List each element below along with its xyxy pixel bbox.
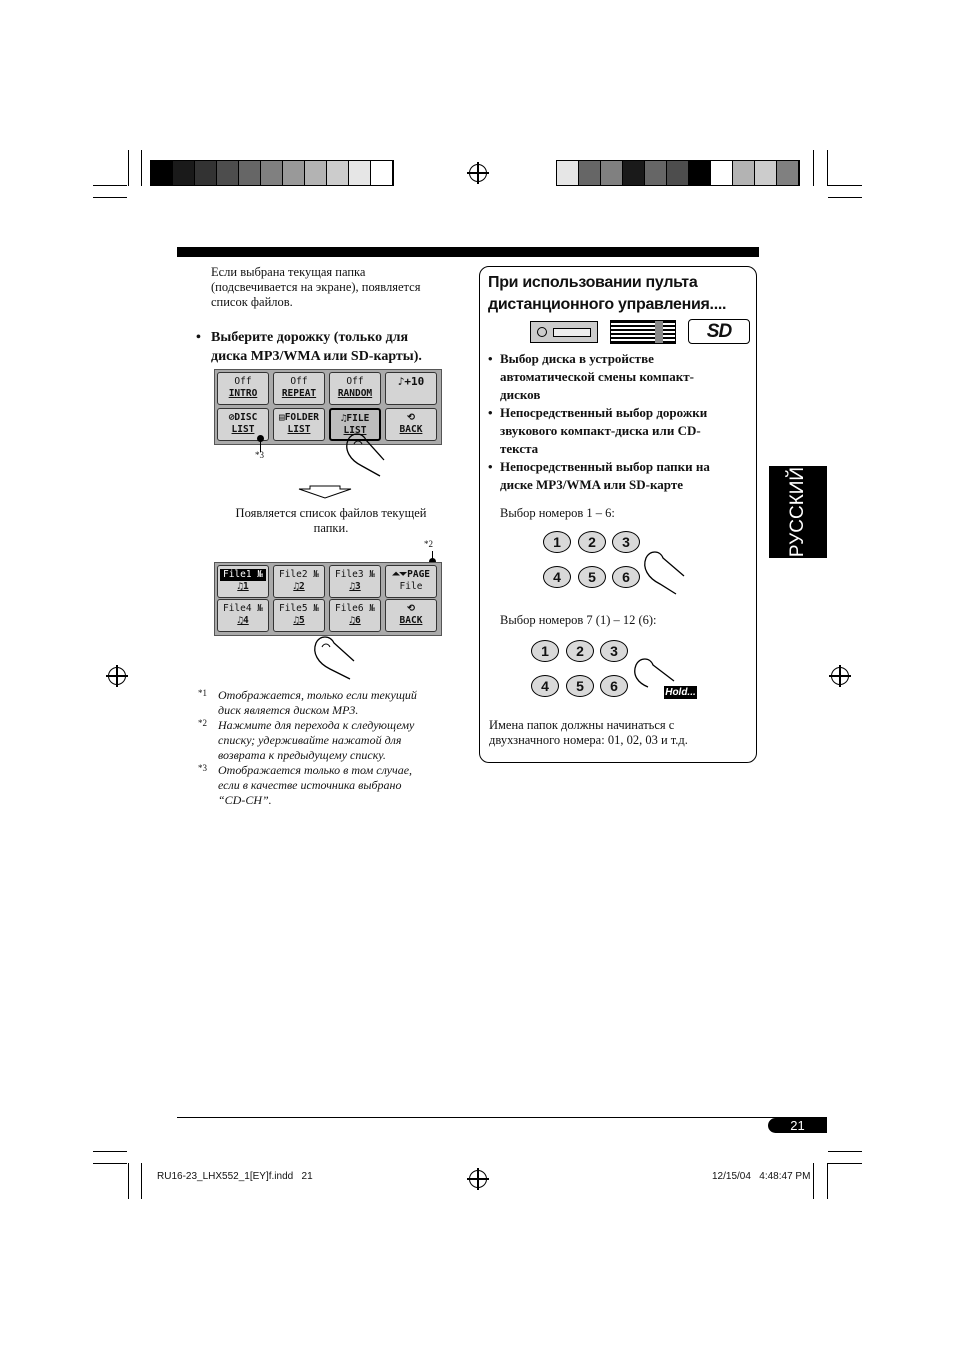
select-1-6-label: Выбор номеров 1 – 6: (500, 506, 615, 520)
footer-rule (177, 1117, 827, 1118)
footnote-1: *1 Отображается, только если текущий диск является диском MP3. (198, 688, 417, 717)
folder-naming-note: Имена папок должны начинаться с двухзначного номера: 01, 02, 03 и т.д. (489, 718, 688, 747)
file5-button[interactable]: File5 № ♫5 (273, 599, 325, 632)
color-swatch (261, 161, 283, 185)
color-swatch (667, 161, 689, 185)
registration-mark-icon (469, 164, 487, 182)
finger-pointer-icon (308, 633, 368, 688)
color-calibration-bar-left (150, 160, 394, 186)
color-swatch (601, 161, 623, 185)
header-rule (177, 247, 759, 257)
plus10-button[interactable]: ♪+10 (385, 372, 437, 405)
color-swatch (239, 161, 261, 185)
remote-bullets (488, 350, 750, 494)
color-swatch (371, 161, 393, 185)
sd-card-icon: SD (688, 319, 750, 344)
key-2[interactable]: 2 (578, 531, 606, 553)
page-file-button[interactable]: ⏶⏷PAGE File (385, 565, 437, 598)
color-swatch (217, 161, 239, 185)
color-swatch (579, 161, 601, 185)
key-1[interactable]: 1 (543, 531, 571, 553)
folder-list-button[interactable]: ▤FOLDER LIST (273, 408, 325, 441)
file-list-button[interactable]: ♫FILE LIST (329, 408, 381, 441)
color-swatch (689, 161, 711, 185)
key-3[interactable]: 3 (600, 640, 628, 662)
remote-box-title: При использовании пульта дистанционного управления.... (488, 274, 727, 313)
color-swatch (305, 161, 327, 185)
footnote-marker-3: *3 (255, 450, 264, 460)
color-swatch (557, 161, 579, 185)
color-swatch (195, 161, 217, 185)
bullet-icon: • (488, 459, 493, 474)
registration-mark-icon (469, 1170, 487, 1188)
disc-list-button[interactable]: ⊘DISC LIST (217, 408, 269, 441)
key-4[interactable]: 4 (543, 566, 571, 588)
print-file-info: RU16-23_LHX552_1[EY]f.indd 21 (157, 1171, 313, 1182)
footnote-2: *2 Нажмите для перехода к следующему списку; удерживайте нажатой для возврата к предыдущему списку. (198, 718, 415, 762)
color-swatch (711, 161, 733, 185)
key-2[interactable]: 2 (566, 640, 594, 662)
cd-changer-icon (530, 321, 598, 343)
bullet-select-track: • Выберите дорожку (только для диска MP3/WMA или SD-карты). (196, 330, 422, 364)
marker-dot-icon (257, 435, 264, 442)
file4-button[interactable]: File4 № ♫4 (217, 599, 269, 632)
color-swatch (151, 161, 173, 185)
key-6[interactable]: 6 (600, 675, 628, 697)
language-side-tab: РУССКИЙ (769, 466, 827, 558)
bullet-icon: • (488, 351, 493, 366)
repeat-button[interactable]: Off REPEAT (273, 372, 325, 405)
key-5[interactable]: 5 (578, 566, 606, 588)
bullet-icon: • (196, 330, 201, 345)
color-swatch (645, 161, 667, 185)
color-swatch (733, 161, 755, 185)
bullet-folder-select: • Непосредственный выбор папки на диске MP3/WMA или SD-карте (488, 459, 710, 492)
footnote-marker-2: *2 (424, 539, 433, 549)
down-arrow-icon (298, 485, 352, 499)
key-6[interactable]: 6 (612, 566, 640, 588)
file2-button[interactable]: File2 № ♫2 (273, 565, 325, 598)
finger-pointer-icon (640, 548, 690, 598)
registration-mark-icon (831, 667, 849, 685)
footnotes (198, 688, 458, 808)
color-swatch (777, 161, 799, 185)
key-4[interactable]: 4 (531, 675, 559, 697)
cd-text-icon (610, 320, 676, 344)
bullet-disc-select: • Выбор диска в устройстве автоматической смены компакт- дисков (488, 351, 694, 402)
color-swatch (349, 161, 371, 185)
footnote-3: *3 Отображается только в том случае, если в качестве источника выбрано “CD-CH”. (198, 763, 413, 807)
print-datetime: 12/15/04 4:48:47 PM (712, 1171, 811, 1182)
intro-text: Если выбрана текущая папка (подсвечивается на экране), появляется список файлов. (211, 265, 421, 309)
intro-button[interactable]: Off INTRO (217, 372, 269, 405)
key-5[interactable]: 5 (566, 675, 594, 697)
back-button[interactable]: ⟲ BACK (385, 408, 437, 441)
key-1[interactable]: 1 (531, 640, 559, 662)
hold-badge: Hold... (665, 687, 696, 698)
file3-button[interactable]: File3 № ♫3 (329, 565, 381, 598)
finger-pointer-icon (340, 430, 400, 490)
color-swatch (283, 161, 305, 185)
file6-button[interactable]: File6 № ♫6 (329, 599, 381, 632)
color-swatch (623, 161, 645, 185)
random-button[interactable]: Off RANDOM (329, 372, 381, 405)
file-list-caption: Появляется список файлов текущей папки. (235, 506, 427, 535)
color-swatch (327, 161, 349, 185)
back-button[interactable]: ⟲ BACK (385, 599, 437, 632)
registration-mark-icon (108, 667, 126, 685)
file1-button[interactable]: File1 № ♫1 (217, 565, 269, 598)
bullet-icon: • (488, 405, 493, 420)
bullet-track-select: • Непосредственный выбор дорожки звукового компакт-диска или CD- текста (488, 405, 708, 456)
color-swatch (755, 161, 777, 185)
color-calibration-bar-right (556, 160, 800, 186)
key-3[interactable]: 3 (612, 531, 640, 553)
select-7-12-label: Выбор номеров 7 (1) – 12 (6): (500, 613, 657, 627)
color-swatch (173, 161, 195, 185)
page-number-badge: 21 (768, 1118, 827, 1133)
